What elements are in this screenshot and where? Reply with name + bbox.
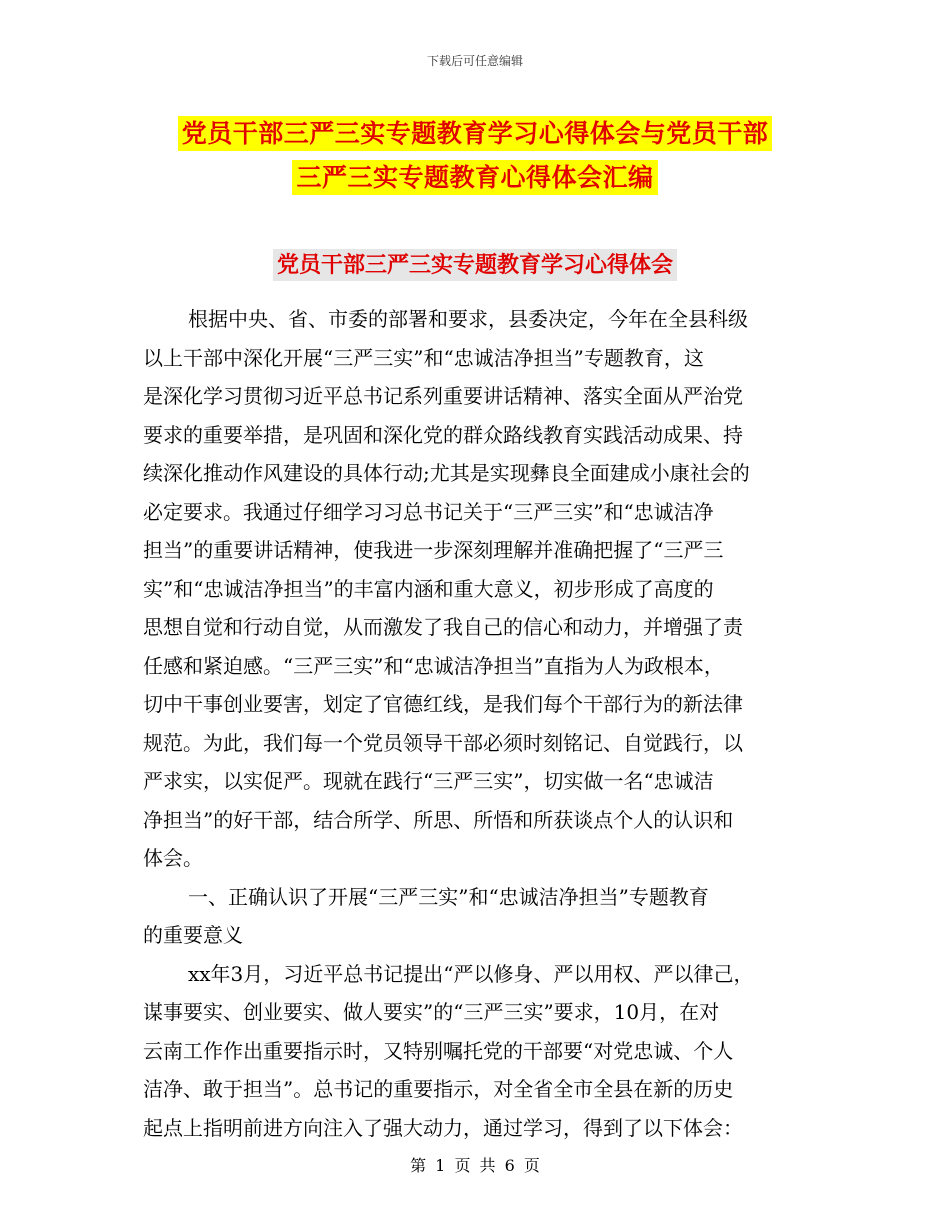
section-subtitle [0,248,950,279]
body-line: 以上干部中深化开展“三严三实”和“忠诚洁净担当”专题教育，这 [143,345,704,370]
document-title-line-2 [0,158,950,194]
body-line: 规范。为此，我们每一个党员领导干部必须时刻铭记、自觉践行，以 [143,730,743,755]
body-line: 必定要求。我通过仔细学习习总书记关于“三严三实”和“忠诚洁净 [143,499,714,524]
body-line: 要求的重要举措，是巩固和深化党的群众路线教育实践活动成果、持 [143,422,743,447]
title-highlight-1: 党员干部三严三实专题教育学习心得体会与党员干部 [178,116,773,151]
body-line: 谋事要实、创业要实、做人要实”的“三严三实”要求，10月，在对 [143,1000,720,1024]
body-line: xx年3月，习近平总书记提出“严以修身、严以用权、严以律己， [188,961,754,986]
body-line: 担当”的重要讲话精神，使我进一步深刻理解并准确把握了“三严三 [143,538,724,562]
body-line: 严求实，以实促严。现就在践行“三严三实”，切实做一名“忠诚洁 [143,769,714,793]
body-line: 根据中央、省、市委的部署和要求，县委决定，今年在全县科级 [188,307,748,331]
page-header-note: 下载后可任意编辑 [426,54,523,68]
body-line: 思想自觉和行动自觉，从而激发了我自己的信心和动力，并增强了责 [143,615,743,639]
body-line: 续深化推动作风建设的具体行动;尤其是实现彝良全面建成小康社会的 [143,461,750,485]
body-line: 净担当”的好干部，结合所学、所思、所悟和所获谈点个人的认识和 [143,807,734,832]
subtitle-highlight: 党员干部三严三实专题教育学习心得体会 [273,249,677,281]
document-body [143,300,808,1147]
body-line: 起点上指明前进方向注入了强大动力，通过学习，得到了以下体会： [143,1115,743,1140]
document-title-line-1 [0,114,950,150]
body-line: 洁净、敢于担当”。总书记的重要指示，对全省全市全县在新的历史 [143,1077,734,1101]
body-line: 体会。 [143,846,203,870]
body-line: 切中干事创业要害，划定了官德红线，是我们每个干部行为的新法律 [143,692,743,716]
title-highlight-2: 三严三实专题教育心得体会汇编 [292,160,657,195]
body-line: 实”和“忠诚洁净担当”的丰富内涵和重大意义，初步形成了高度的 [143,576,714,601]
body-line: 任感和紧迫感。“三严三实”和“忠诚洁净担当”直指为人为政根本， [143,653,724,678]
body-line: 是深化学习贯彻习近平总书记系列重要讲话精神、落实全面从严治党 [143,384,743,408]
section-heading-line: 的重要意义 [143,923,243,947]
page-number-footer: 第 1 页 共 6 页 [410,1156,540,1175]
body-line: 云南工作作出重要指示时，又特别嘱托党的干部要“对党忠诚、个人 [143,1038,734,1063]
section-heading-line: 一、正确认识了开展“三严三实”和“忠诚洁净担当”专题教育 [188,884,709,909]
